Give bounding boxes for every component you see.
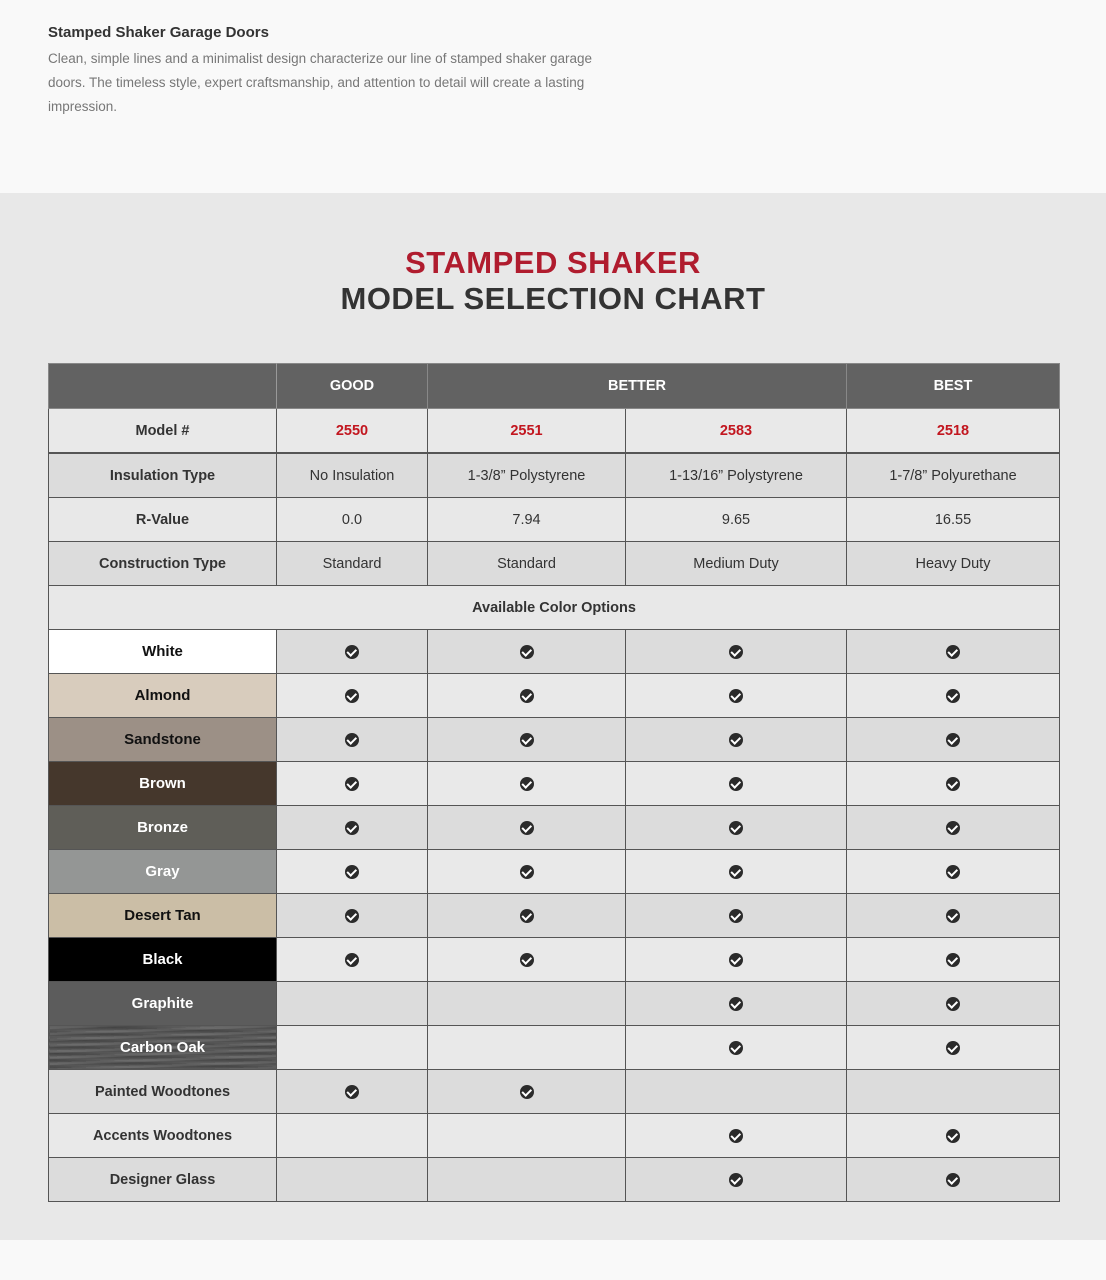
tier-header-good: GOOD <box>277 364 428 409</box>
availability-cell <box>626 1026 847 1070</box>
check-circle-icon <box>729 1129 743 1143</box>
availability-cell <box>428 982 626 1026</box>
tier-header-blank <box>49 364 277 409</box>
table-body <box>49 409 1060 1202</box>
availability-cell <box>428 1158 626 1202</box>
color-row <box>49 1026 1060 1070</box>
availability-cell <box>626 718 847 762</box>
spec-value: Heavy Duty <box>847 542 1060 586</box>
model-number: 2518 <box>847 409 1060 454</box>
check-circle-icon <box>946 689 960 703</box>
intro-description: Clean, simple lines and a minimalist design characterize our line of stamped shaker garage doors. The timeless style, expert craftsmanship, and attention to detail will create a lasting impression. <box>48 51 593 114</box>
availability-cell <box>847 1158 1060 1202</box>
availability-cell <box>847 894 1060 938</box>
check-circle-icon <box>520 777 534 791</box>
availability-cell <box>626 1114 847 1158</box>
color-row <box>49 762 1060 806</box>
availability-cell <box>428 674 626 718</box>
availability-cell <box>277 674 428 718</box>
model-number: 2583 <box>626 409 847 454</box>
availability-cell <box>277 938 428 982</box>
tier-header-best: BEST <box>847 364 1060 409</box>
availability-cell <box>847 938 1060 982</box>
color-swatch-gray: Gray <box>49 850 277 894</box>
color-swatch-sandstone: Sandstone <box>49 718 277 762</box>
model-selection-table <box>48 363 1060 1202</box>
color-row <box>49 938 1060 982</box>
availability-cell <box>847 1070 1060 1114</box>
tier-header-row <box>49 364 1060 409</box>
availability-cell <box>428 938 626 982</box>
color-row <box>49 718 1060 762</box>
available-colors-heading: Available Color Options <box>49 586 1060 630</box>
check-circle-icon <box>520 689 534 703</box>
availability-cell <box>277 1114 428 1158</box>
check-circle-icon <box>345 645 359 659</box>
check-circle-icon <box>729 1173 743 1187</box>
chart-title-line1: STAMPED SHAKER <box>405 245 701 280</box>
availability-cell <box>626 630 847 674</box>
color-swatch-graphite: Graphite <box>49 982 277 1026</box>
spec-value: No Insulation <box>277 453 428 498</box>
availability-cell <box>428 762 626 806</box>
availability-cell <box>428 806 626 850</box>
availability-cell <box>277 850 428 894</box>
availability-cell <box>277 894 428 938</box>
availability-cell <box>847 630 1060 674</box>
check-circle-icon <box>946 1173 960 1187</box>
color-swatch-carbon-oak: Carbon Oak <box>49 1026 277 1070</box>
spec-row <box>49 542 1060 586</box>
check-circle-icon <box>729 997 743 1011</box>
check-circle-icon <box>520 645 534 659</box>
availability-cell <box>428 1114 626 1158</box>
availability-cell <box>626 806 847 850</box>
option-row <box>49 1114 1060 1158</box>
availability-cell <box>428 718 626 762</box>
availability-cell <box>626 938 847 982</box>
availability-cell <box>277 718 428 762</box>
check-circle-icon <box>520 1085 534 1099</box>
chart-title-line2: MODEL SELECTION CHART <box>340 281 766 316</box>
option-row <box>49 1070 1060 1114</box>
spec-label: R-Value <box>49 498 277 542</box>
spec-label: Insulation Type <box>49 453 277 498</box>
model-number: 2550 <box>277 409 428 454</box>
model-selection-chart-section <box>0 193 1106 1240</box>
page-footer-spacer <box>0 1240 1106 1280</box>
color-swatch-black: Black <box>49 938 277 982</box>
color-swatch-almond: Almond <box>49 674 277 718</box>
availability-cell <box>626 1158 847 1202</box>
check-circle-icon <box>520 909 534 923</box>
availability-cell <box>277 1070 428 1114</box>
available-colors-row <box>49 586 1060 630</box>
spec-value: Standard <box>277 542 428 586</box>
spec-value: 1-13/16” Polystyrene <box>626 453 847 498</box>
option-label: Designer Glass <box>49 1158 277 1202</box>
availability-cell <box>847 1026 1060 1070</box>
check-circle-icon <box>946 645 960 659</box>
color-row <box>49 982 1060 1026</box>
availability-cell <box>428 630 626 674</box>
spec-value: 9.65 <box>626 498 847 542</box>
intro-title: Stamped Shaker Garage Doors <box>48 24 269 41</box>
check-circle-icon <box>729 733 743 747</box>
tier-header-better: BETTER <box>428 364 847 409</box>
intro-section <box>0 0 1106 193</box>
color-row <box>49 674 1060 718</box>
availability-cell <box>847 674 1060 718</box>
availability-cell <box>277 982 428 1026</box>
availability-cell <box>626 850 847 894</box>
check-circle-icon <box>946 1041 960 1055</box>
color-row <box>49 894 1060 938</box>
availability-cell <box>626 1070 847 1114</box>
availability-cell <box>847 718 1060 762</box>
spec-value: 1-7/8” Polyurethane <box>847 453 1060 498</box>
availability-cell <box>626 982 847 1026</box>
check-circle-icon <box>520 953 534 967</box>
availability-cell <box>277 762 428 806</box>
check-circle-icon <box>729 953 743 967</box>
availability-cell <box>428 894 626 938</box>
spec-value: Standard <box>428 542 626 586</box>
chart-title <box>0 245 1106 317</box>
availability-cell <box>847 1114 1060 1158</box>
check-circle-icon <box>345 689 359 703</box>
option-label: Accents Woodtones <box>49 1114 277 1158</box>
availability-cell <box>847 850 1060 894</box>
availability-cell <box>847 982 1060 1026</box>
availability-cell <box>428 850 626 894</box>
availability-cell <box>277 1026 428 1070</box>
spec-value: Medium Duty <box>626 542 847 586</box>
check-circle-icon <box>946 865 960 879</box>
check-circle-icon <box>729 821 743 835</box>
check-circle-icon <box>345 777 359 791</box>
check-circle-icon <box>345 821 359 835</box>
availability-cell <box>847 806 1060 850</box>
color-row <box>49 806 1060 850</box>
availability-cell <box>626 674 847 718</box>
check-circle-icon <box>520 821 534 835</box>
availability-cell <box>277 1158 428 1202</box>
check-circle-icon <box>345 909 359 923</box>
option-row <box>49 1158 1060 1202</box>
check-circle-icon <box>729 865 743 879</box>
color-swatch-bronze: Bronze <box>49 806 277 850</box>
color-swatch-white: White <box>49 630 277 674</box>
availability-cell <box>277 630 428 674</box>
color-row <box>49 850 1060 894</box>
check-circle-icon <box>345 865 359 879</box>
check-circle-icon <box>729 777 743 791</box>
spec-row <box>49 453 1060 498</box>
spec-value: 1-3/8” Polystyrene <box>428 453 626 498</box>
spec-label: Construction Type <box>49 542 277 586</box>
color-swatch-brown: Brown <box>49 762 277 806</box>
spec-value: 0.0 <box>277 498 428 542</box>
spec-row <box>49 498 1060 542</box>
option-label: Painted Woodtones <box>49 1070 277 1114</box>
check-circle-icon <box>345 953 359 967</box>
check-circle-icon <box>729 909 743 923</box>
model-row-label: Model # <box>49 409 277 454</box>
availability-cell <box>626 894 847 938</box>
availability-cell <box>847 762 1060 806</box>
check-circle-icon <box>946 1129 960 1143</box>
check-circle-icon <box>345 1085 359 1099</box>
check-circle-icon <box>520 733 534 747</box>
model-number: 2551 <box>428 409 626 454</box>
availability-cell <box>428 1026 626 1070</box>
check-circle-icon <box>729 689 743 703</box>
model-row <box>49 409 1060 454</box>
check-circle-icon <box>946 777 960 791</box>
availability-cell <box>626 762 847 806</box>
check-circle-icon <box>946 997 960 1011</box>
check-circle-icon <box>520 865 534 879</box>
check-circle-icon <box>946 909 960 923</box>
check-circle-icon <box>946 733 960 747</box>
check-circle-icon <box>345 733 359 747</box>
color-row <box>49 630 1060 674</box>
availability-cell <box>428 1070 626 1114</box>
color-swatch-desert-tan: Desert Tan <box>49 894 277 938</box>
check-circle-icon <box>729 1041 743 1055</box>
spec-value: 16.55 <box>847 498 1060 542</box>
check-circle-icon <box>946 821 960 835</box>
check-circle-icon <box>946 953 960 967</box>
check-circle-icon <box>729 645 743 659</box>
spec-value: 7.94 <box>428 498 626 542</box>
availability-cell <box>277 806 428 850</box>
